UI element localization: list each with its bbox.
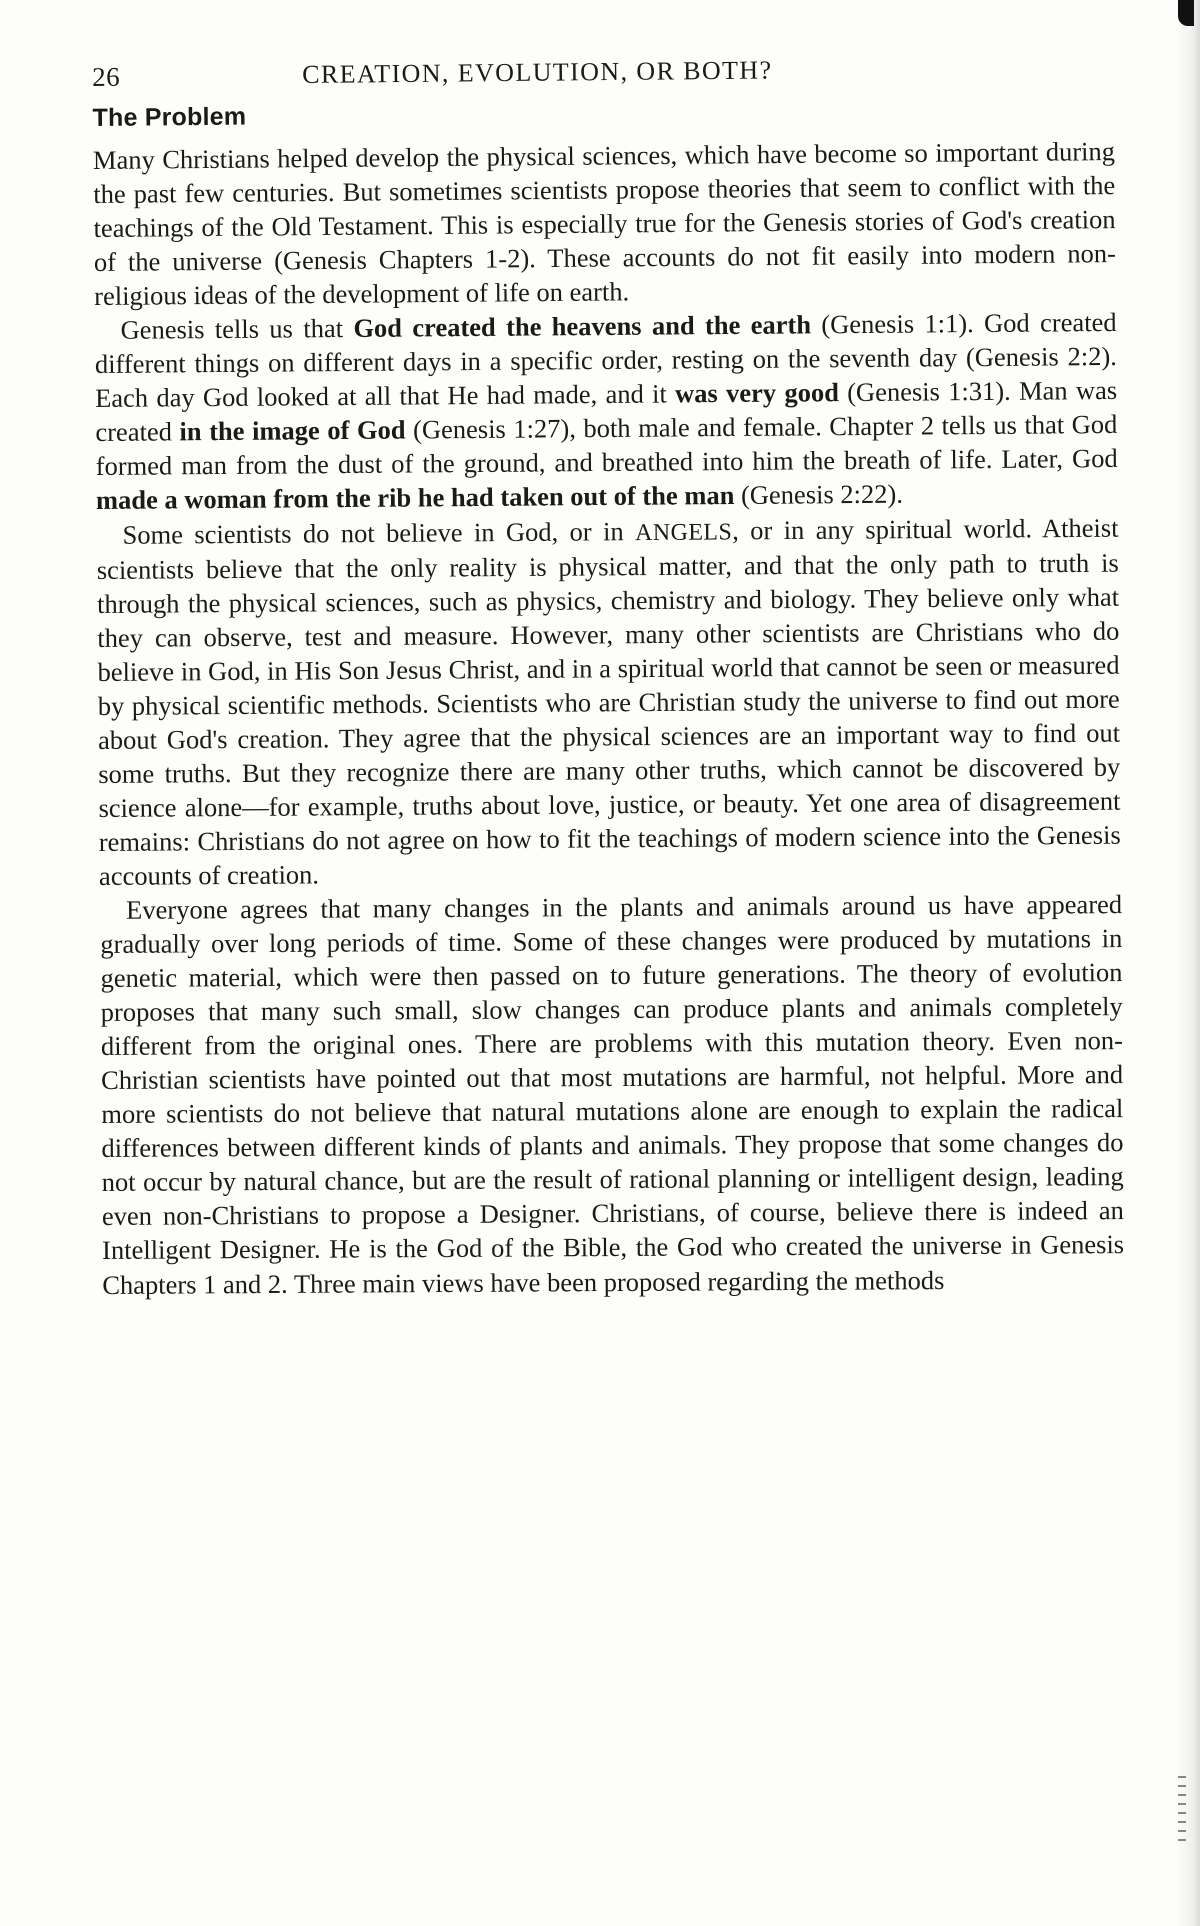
scripture-phrase-image-of-god: in the image of God [179,414,406,447]
paragraph-1 [93,134,1116,313]
paragraph-2-part-d: (Genesis 1:31). Man was created [95,375,1118,448]
page-content [92,46,1126,1301]
book-title-header: CREATION, EVOLUTION, OR BOTH? [302,55,773,89]
paragraph-2-part-a: Genesis tells us that [120,313,354,346]
scan-edge-marks [1178,1776,1186,1846]
paragraph-4 [100,887,1124,1301]
paragraph-4-text: Everyone agrees that many changes in the plants and animals around us have appeared gradually over long periods of time. Some of these changes were produced by mutations in genetic material, which were then passed on to future generations. The theory of evolution proposes that many such small, slow changes can produce plants and animals completely different from the original ones. There are problems with this mutation theory. Even non-Christian scientists have pointed out that most mutations are harmful, not helpful. More and more scientists do not believe that natural mutations alone are enough to explain the radical differences between different kinds of plants and animals. They propose that some changes do not occur by natural chance, but are the result of rational planning or intelligent design, leading even non-Christians to propose a Designer. Christians, of course, believe there is indeed an Intelligent Designer. He is the God of the Bible, the God who created the universe in Genesis Chapters 1 and 2. Three main views have been proposed regarding the methods [100,888,1125,1300]
section-heading: The Problem [92,102,247,132]
paragraph-3 [96,510,1121,893]
scripture-phrase-heavens-earth: God created the heavens and the earth [353,309,812,344]
paragraph-3-part-b: , or in any spiritual world. Atheist scientists believe that the only reality is physical matter, and that the only path to truth is through the physical sciences, such as physics, chemistry and biology. They believe only what they can observe, test and measure. However, many other scientists are Christians who do believe in God, in His Son Jesus Christ, and in a spiritual world that cannot be seen or measured by physical scientific methods. Scientists who are Christian study the universe to find out more about God's creation. They agree that the physical sciences are an important way to find out some truths. But they recognize there are many other truths, which cannot be discovered by science alone—for example, truths about love, justice, or beauty. Yet one area of disagreement remains: Christians do not agree on how to fit the teachings of modern science into the Genesis accounts of creation. [96,512,1121,891]
paragraph-1-text: Many Christians helped develop the physical sciences, which have become so important during the past few centuries. But sometimes scientists propose theories that seem to conflict with the teachings of the Old Testament. This is especially true for the Genesis stories of God's creation of the universe (Genesis Chapters 1-2). These accounts do not fit easily into modern non-religious ideas of the development of life on earth. [92,136,1116,312]
paragraph-3-part-a: Some scientists do not believe in God, or in [122,515,636,550]
scan-corner-mark [1178,0,1194,26]
scripture-phrase-very-good: was very good [674,377,839,409]
paragraph-2 [94,305,1118,517]
paragraph-2-part-e: (Genesis 1:27), both male and female. Chapter 2 tells us that God formed man from the dust of the ground, and breathed into him the breath of life. Later, God [95,409,1118,482]
paragraph-2-part-c: (Genesis 1:1). God created different things on different days in a specific order, resting on the seventh day (Genesis 2:2). Each day God looked at all that He had made, and it [94,307,1117,414]
small-caps-angels: ANGELS [635,518,733,546]
paragraph-2-part-f: (Genesis 2:22). [734,479,904,511]
scripture-phrase-woman-from-rib: made a woman from the rib he had taken out of the man [95,480,735,516]
running-head [92,46,1114,96]
page-number: 26 [92,61,121,92]
